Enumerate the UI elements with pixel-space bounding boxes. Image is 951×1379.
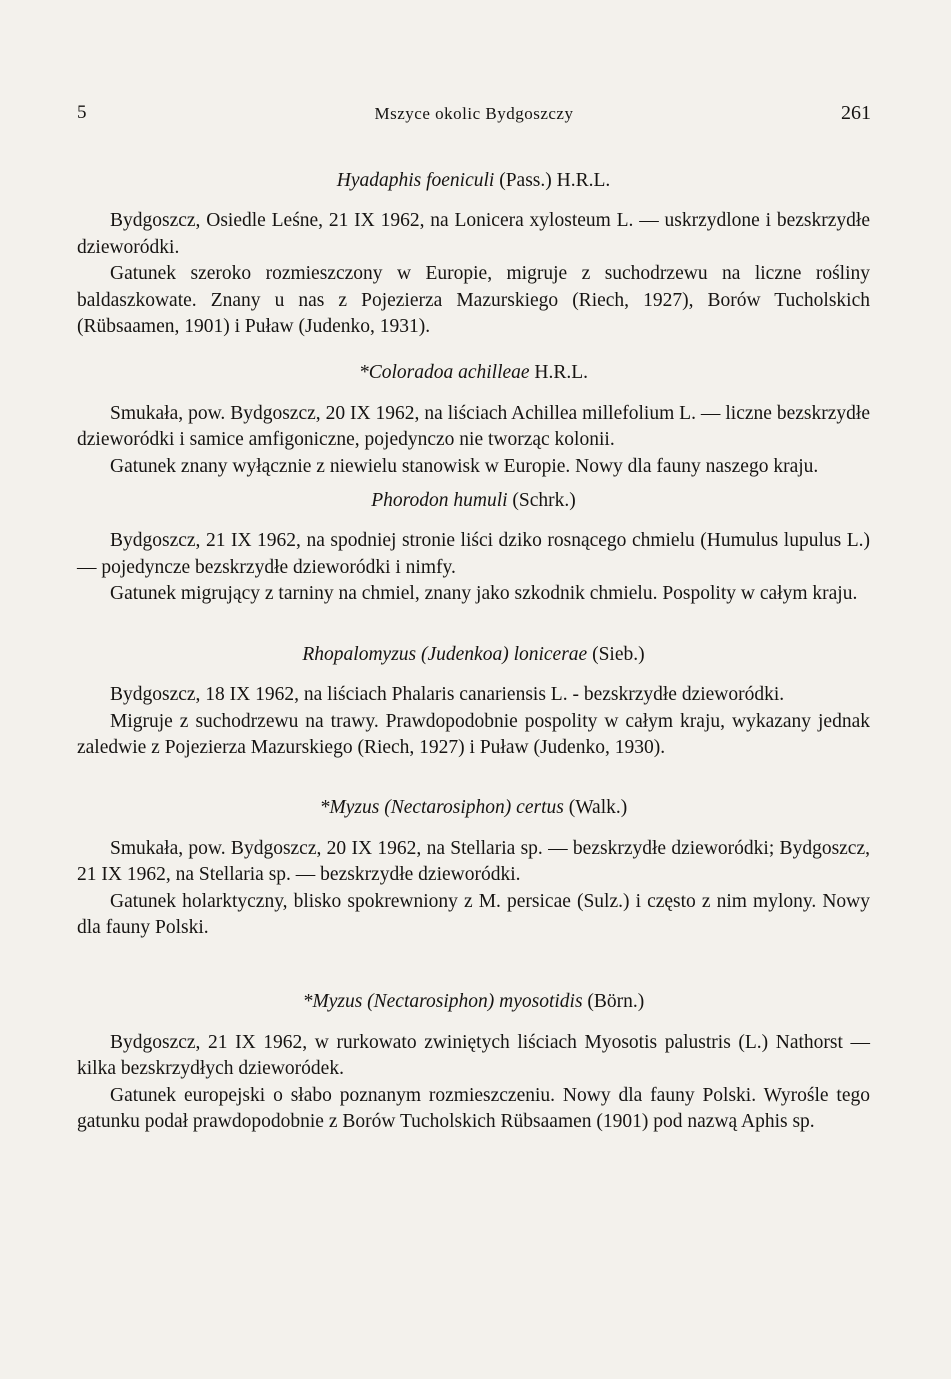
species-heading [77, 642, 870, 668]
note-paragraph: Migruje z suchodrzewu na trawy. Prawdopodobnie pospolity w całym kraju, wykazany jednak zaledwie z Pojezierza Mazurskiego (Riech, 1927) i Puław (Judenko, 1930). [77, 710, 870, 758]
species-heading [77, 795, 870, 821]
species-name: Rhopalomyzus (Judenkoa) lonicerae [302, 643, 588, 665]
species-name: *Myzus (Nectarosiphon) certus [319, 797, 564, 819]
species-author: (Schrk.) [507, 490, 576, 512]
species-section [77, 795, 870, 941]
record-paragraph: Smukała, pow. Bydgoszcz, 20 IX 1962, na liściach Achillea millefolium L. — liczne bezskrzydłe dzieworódki i samice amfigoniczne, pojedynczo nie tworząc kolonii. [77, 402, 870, 451]
section-number: 5 [77, 102, 87, 123]
species-section [77, 642, 870, 762]
species-heading [77, 168, 870, 194]
species-author: (Sieb.) [587, 643, 645, 665]
species-section [77, 360, 870, 480]
species-name: Hyadaphis foeniculi [336, 170, 495, 191]
species-heading [77, 488, 870, 514]
species-author: (Pass.) H.R.L. [494, 170, 611, 191]
record-paragraph: Smukała, pow. Bydgoszcz, 20 IX 1962, na Stellaria sp. — bezskrzydłe dzieworódki; Bydgoszcz, 21 IX 1962, na Stellaria sp. — bezskrzydłe dzieworódki. [77, 837, 870, 886]
record-paragraph: Bydgoszcz, 21 IX 1962, na spodniej stronie liści dziko rosnącego chmielu (Humulus lupulus L.) — pojedyncze bezskrzydłe dzieworódki i nimfy. [77, 530, 870, 578]
species-section [77, 488, 870, 608]
species-heading [77, 989, 870, 1015]
running-title: Mszyce okolic Bydgoszczy [374, 104, 574, 123]
record-paragraph: Bydgoszcz, 21 IX 1962, w rurkowato zwiniętych liściach Myosotis palustris (L.) Nathorst — kilka bezskrzydłych dzieworódek. [77, 1031, 870, 1080]
species-name: Phorodon humuli [371, 490, 508, 512]
note-paragraph: Gatunek migrujący z tarniny na chmiel, znany jako szkodnik chmielu. Pospolity w całym kraju. [110, 583, 858, 605]
species-author: (Börn.) [582, 991, 645, 1013]
record-paragraph: Bydgoszcz, Osiedle Leśne, 21 IX 1962, na Lonicera xylosteum L. — uskrzydlone i bezskrzydłe dzieworódki. [77, 210, 870, 258]
note-paragraph: Gatunek holarktyczny, blisko spokrewniony z M. persicae (Sulz.) i często z nim mylony. Nowy dla fauny Polski. [77, 890, 870, 938]
article-body [77, 168, 870, 1135]
species-author: (Walk.) [563, 797, 628, 819]
species-name: *Myzus (Nectarosiphon) myosotidis [302, 991, 583, 1013]
record-paragraph: Bydgoszcz, 18 IX 1962, na liściach Phalaris canariensis L. - bezskrzydłe dzieworódki. [110, 684, 785, 706]
note-paragraph: Gatunek szeroko rozmieszczony w Europie, migruje z suchodrzewu na liczne rośliny baldaszkowate. Znany u nas z Pojezierza Mazurskiego (Riech, 1927), Borów Tucholskich (Rübsaamen, 1901) i Puław (Judenko, 1931). [77, 263, 870, 338]
page-number: 261 [841, 102, 871, 124]
note-paragraph: Gatunek znany wyłącznie z niewielu stanowisk w Europie. Nowy dla fauny naszego kraju. [110, 455, 819, 477]
species-author: H.R.L. [529, 362, 589, 384]
note-paragraph: Gatunek europejski o słabo poznanym rozmieszczeniu. Nowy dla fauny Polski. Wyrośle tego gatunku podał prawdopodobnie z Borów Tucholskich Rübsaamen (1901) pod nazwą Aphis sp. [77, 1084, 870, 1132]
species-heading [77, 360, 870, 386]
species-section [77, 989, 870, 1135]
species-section [77, 168, 870, 340]
species-name: *Coloradoa achilleae [358, 362, 530, 384]
running-header [77, 102, 871, 132]
